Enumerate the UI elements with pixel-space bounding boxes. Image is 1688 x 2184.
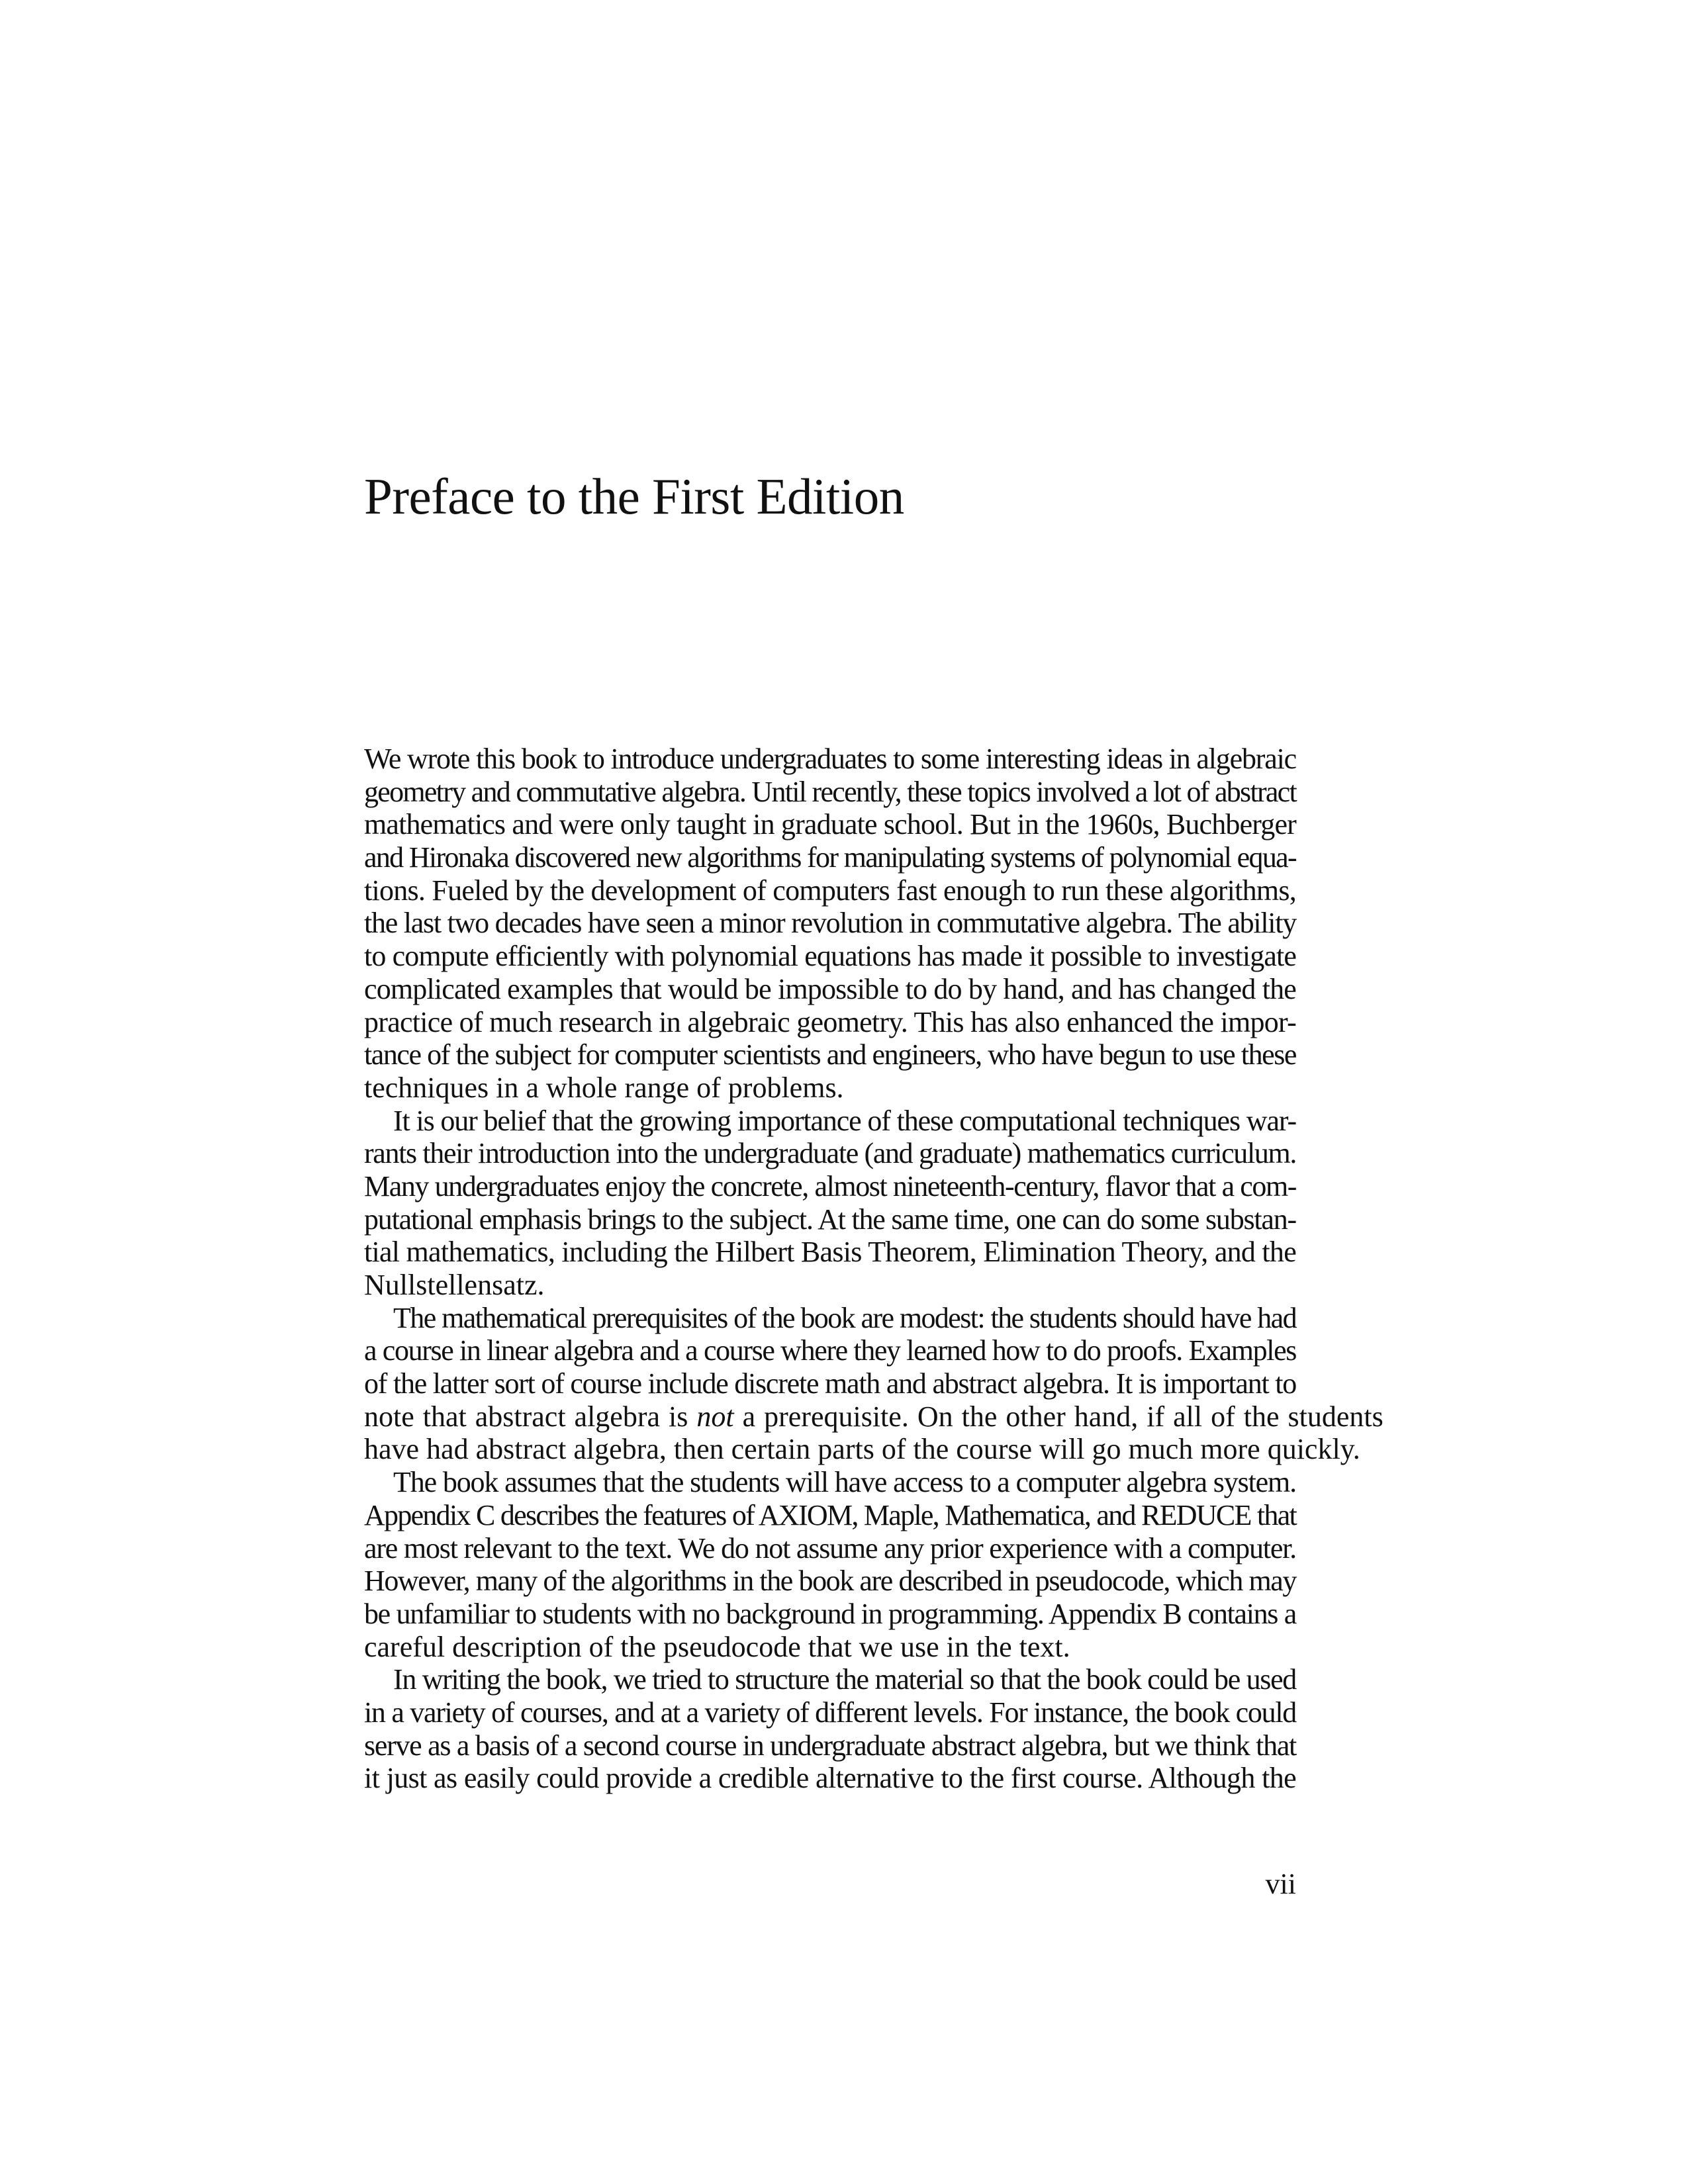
- text-line: putational emphasis brings to the subject. At the same time, one can do some substan-: [364, 1203, 1296, 1236]
- text-segment: note that abstract algebra is: [364, 1400, 697, 1433]
- text-line: complicated examples that would be impossible to do by hand, and has changed the: [364, 972, 1296, 1005]
- text-line: It is our belief that the growing importance of these computational techniques war-: [393, 1104, 1296, 1137]
- text-line: tance of the subject for computer scientists and engineers, who have begun to use these: [364, 1038, 1296, 1071]
- chapter-title: Preface to the First Edition: [364, 468, 904, 525]
- paragraph: [364, 743, 1296, 1105]
- text-line: in a variety of courses, and at a variety of different levels. For instance, the book could: [364, 1696, 1296, 1729]
- text-line: However, many of the algorithms in the book are described in pseudocode, which may: [364, 1565, 1297, 1598]
- text-line: tial mathematics, including the Hilbert Basis Theorem, Elimination Theory, and the: [364, 1236, 1296, 1269]
- text-line: mathematics and were only taught in graduate school. But in the 1960s, Buchberger: [364, 808, 1296, 841]
- text-line: Appendix C describes the features of AXIOM, Maple, Mathematica, and REDUCE that: [364, 1498, 1296, 1531]
- text-line: it just as easily could provide a credible alternative to the first course. Although the: [364, 1762, 1296, 1795]
- text-line: In writing the book, we tried to structure the material so that the book could be used: [393, 1663, 1296, 1696]
- page-number: vii: [1265, 1868, 1296, 1900]
- body-text: [364, 743, 1383, 1795]
- text-line: practice of much research in algebraic geometry. This has also enhanced the impor-: [364, 1005, 1296, 1038]
- text-line: techniques in a whole range of problems.: [364, 1071, 844, 1104]
- text-line: serve as a basis of a second course in undergraduate abstract algebra, but we think that: [364, 1729, 1296, 1762]
- text-line: geometry and commutative algebra. Until recently, these topics involved a lot of abstract: [364, 775, 1296, 808]
- text-line: the last two decades have seen a minor revolution in commutative algebra. The ability: [364, 907, 1296, 940]
- text-line: rants their introduction into the undergraduate (and graduate) mathematics curriculum.: [364, 1137, 1296, 1170]
- paragraph: [364, 1301, 1383, 1466]
- text-line: The book assumes that the students will have access to a computer algebra system.: [393, 1466, 1296, 1499]
- text-line: are most relevant to the text. We do not assume any prior experience with a computer.: [364, 1531, 1296, 1565]
- text-line: The mathematical prerequisites of the book are modest: the students should have had: [393, 1301, 1296, 1334]
- text-line: Many undergraduates enjoy the concrete, almost nineteenth-century, flavor that a com-: [364, 1169, 1296, 1203]
- text-line: and Hironaka discovered new algorithms for manipulating systems of polynomial equa-: [364, 841, 1296, 874]
- text-line: have had abstract algebra, then certain parts of the course will go much more quickly.: [364, 1433, 1360, 1466]
- paragraph: [364, 1466, 1296, 1663]
- text-line: careful description of the pseudocode that we use in the text.: [364, 1630, 1070, 1663]
- text-line: be unfamiliar to students with no background in programming. Appendix B contains a: [364, 1597, 1296, 1630]
- text-line: tions. Fueled by the development of computers fast enough to run these algorithms,: [364, 874, 1296, 907]
- text-line: to compute efficiently with polynomial equations has made it possible to investigate: [364, 940, 1296, 973]
- text-line: [364, 1400, 1383, 1433]
- text-segment: a prerequisite. On the other hand, if all of the students: [733, 1400, 1383, 1433]
- text-line: of the latter sort of course include discrete math and abstract algebra. It is important to: [364, 1367, 1296, 1400]
- text-line: We wrote this book to introduce undergraduates to some interesting ideas in algebraic: [364, 743, 1296, 775]
- paragraph: [364, 1105, 1296, 1302]
- text-line: Nullstellensatz.: [364, 1269, 545, 1301]
- paragraph: [364, 1663, 1296, 1795]
- emphasized-word: not: [696, 1400, 734, 1433]
- text-line: a course in linear algebra and a course where they learned how to do proofs. Examples: [364, 1334, 1296, 1367]
